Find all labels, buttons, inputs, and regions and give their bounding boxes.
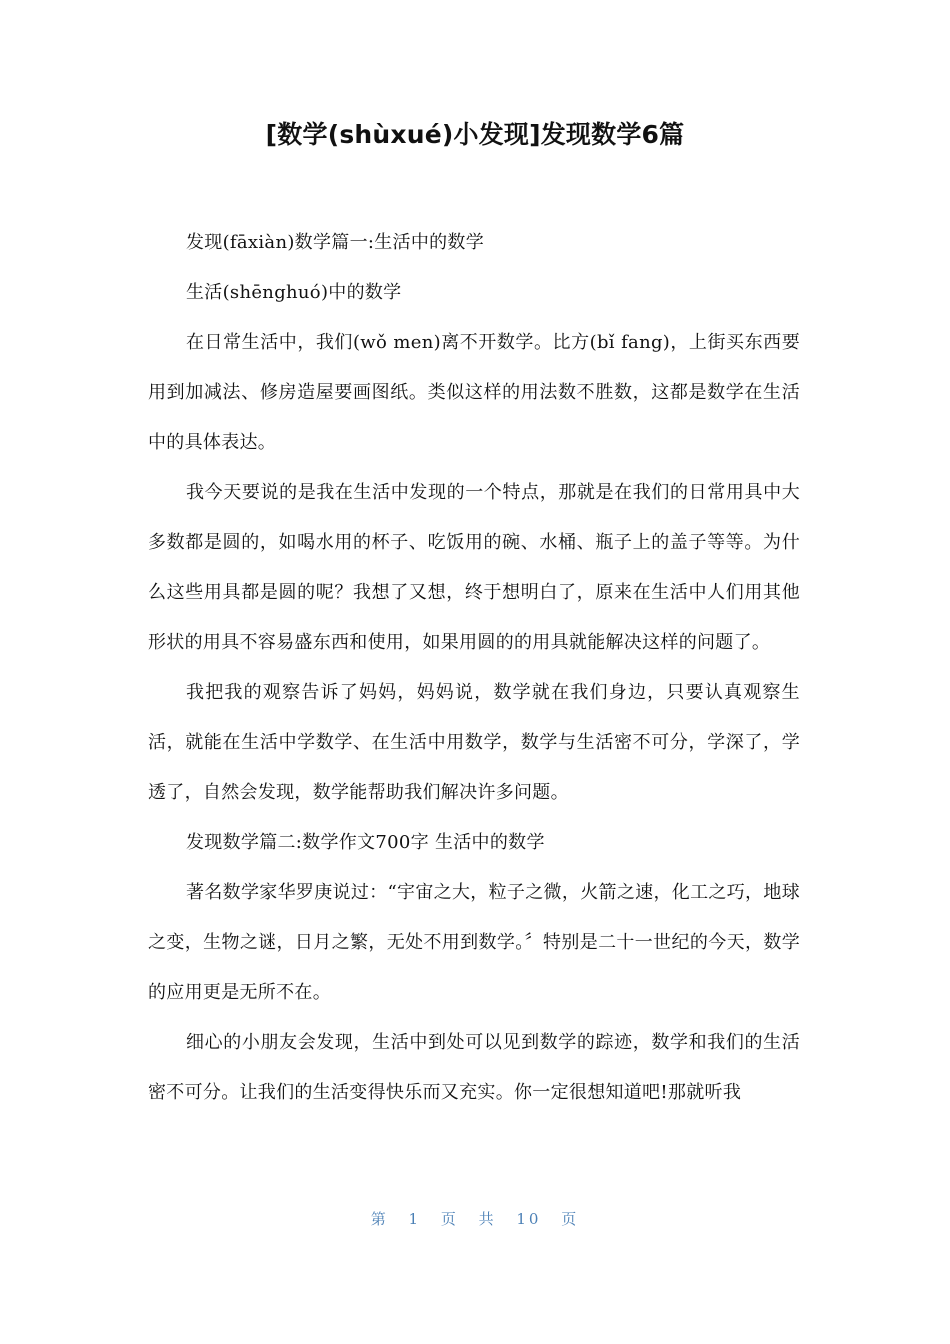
- paragraph: 我把我的观察告诉了妈妈，妈妈说，数学就在我们身边，只要认真观察生活，就能在生活中学数学、在生活中用数学，数学与生活密不可分，学深了，学透了，自然会发现，数学能帮助我们解决许多问题。: [148, 682, 800, 803]
- paragraph: 发现数学篇二:数学作文700字 生活中的数学: [186, 832, 545, 853]
- paragraph: 我今天要说的是我在生活中发现的一个特点，那就是在我们的日常用具中大多数都是圆的，如喝水用的杯子、吃饭用的碗、水桶、瓶子上的盖子等等。为什么这些用具都是圆的呢？我想了又想，终于想明白了，原来在生活中人们用其他形状的用具不容易盛东西和使用，如果用圆的的用具就能解决这样的问题了。: [148, 482, 800, 653]
- paragraph: 在日常生活中，我们(wǒ men)离不开数学。比方(bǐ fang)，上街买东西要用到加减法、修房造屋要画图纸。类似这样的用法数不胜数，这都是数学在生活中的具体表达。: [148, 332, 800, 453]
- paragraph: 发现(fāxiàn)数学篇一:生活中的数学: [186, 232, 485, 253]
- page-title: [数学(shùxué)小发现]发现数学6篇: [265, 120, 685, 149]
- paragraph: 生活(shēnghuó)中的数学: [186, 282, 402, 303]
- document-body: [148, 218, 800, 1118]
- paragraph: 细心的小朋友会发现，生活中到处可以见到数学的踪迹，数学和我们的生活密不可分。让我们的生活变得快乐而又充实。你一定很想知道吧!那就听我: [148, 1032, 800, 1103]
- paragraph: 著名数学家华罗庚说过：“宇宙之大，粒子之微，火箭之速，化工之巧，地球之变，生物之谜，日月之繁，无处不用到数学。〞特别是二十一世纪的今天，数学的应用更是无所不在。: [148, 882, 800, 1003]
- page-number-footer: 第 1 页 共 10 页: [370, 1210, 580, 1228]
